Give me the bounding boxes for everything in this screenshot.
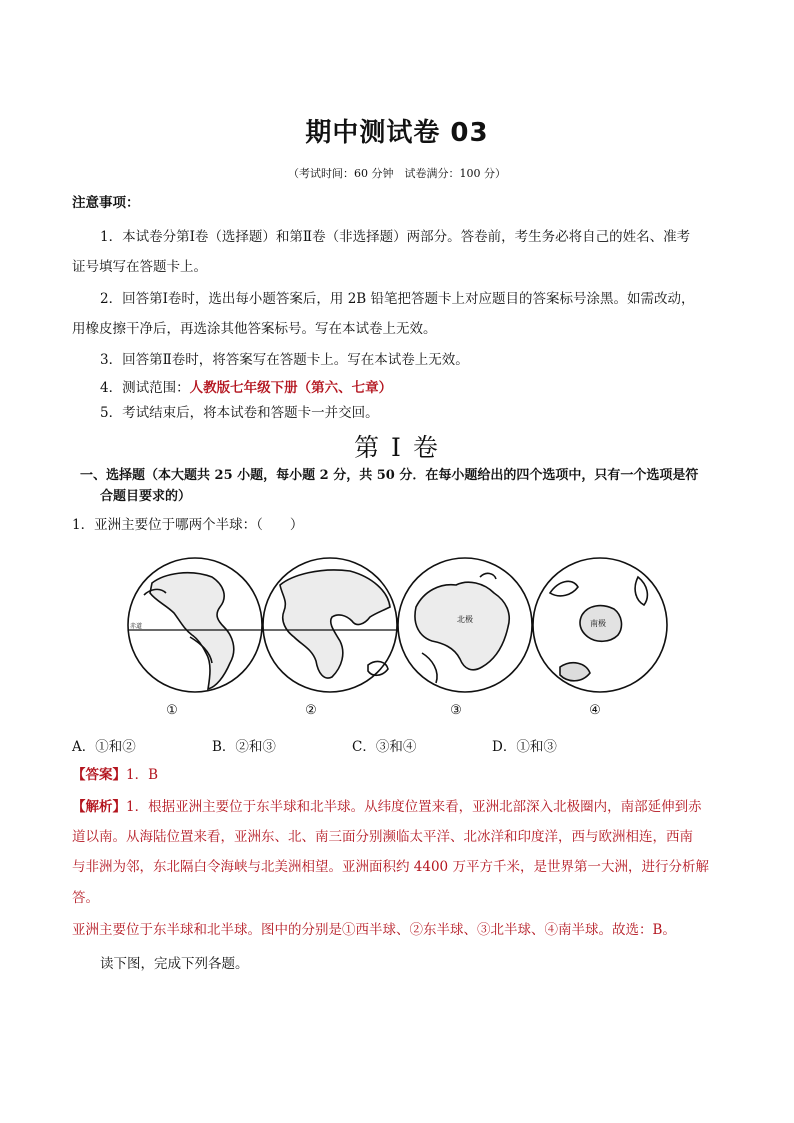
option-b: B．②和③ <box>212 739 276 755</box>
globe-southern-hemisphere <box>533 558 667 692</box>
globe-label-1: ① <box>166 703 178 718</box>
hemispheres-figure <box>120 555 680 705</box>
notes-heading: 注意事项： <box>72 195 140 211</box>
analysis-text-1: 1．根据亚洲主要位于东半球和北半球。从纬度位置来看，亚洲北部深入北极圈内，南部延伸到赤 <box>126 799 702 815</box>
test-scope: 人教版七年级下册（第六、七章） <box>189 380 393 396</box>
answer-label: 【答案】 <box>72 767 126 783</box>
globe-3-label-north-pole: 北极 <box>457 615 473 624</box>
next-question-prompt: 读下图，完成下列各题。 <box>100 956 249 972</box>
option-d: D．①和③ <box>492 739 557 755</box>
note-4-prefix: 4．测试范围： <box>100 380 190 396</box>
svg-text:赤道: 赤道 <box>130 623 143 630</box>
globe-eastern-hemisphere <box>263 558 397 692</box>
answer-value: 1．B <box>126 767 159 783</box>
note-1-line-2: 证号填写在答题卡上。 <box>72 259 207 275</box>
analysis-line-3: 与非洲为邻，东北隔白令海峡与北美洲相望。亚洲面积约 4400 万平方千米，是世界第一大洲，进行分析解 <box>72 859 709 875</box>
analysis-label: 【解析】 <box>72 799 126 815</box>
analysis-line-1 <box>72 797 702 817</box>
option-c: C．③和④ <box>352 739 417 755</box>
option-a: A．①和② <box>72 739 136 755</box>
note-4 <box>100 378 392 398</box>
analysis-line-2: 道以南。从海陆位置来看，亚洲东、北、南三面分别濒临太平洋、北冰洋和印度洋，西与欧洲相连，西南 <box>72 829 693 845</box>
analysis-line-4: 答。 <box>72 890 99 906</box>
answer-line <box>72 765 158 785</box>
globe-label-4: ④ <box>589 703 601 718</box>
question-1-stem: 1．亚洲主要位于哪两个半球：（ ） <box>72 517 304 533</box>
globe-label-2: ② <box>305 703 317 718</box>
page-title: 期中测试卷 03 <box>305 118 489 148</box>
section-instruction-line-1: 一、选择题（本大题共 25 小题，每小题 2 分，共 50 分．在每小题给出的四个选项中，只有一个选项是符 <box>80 468 699 483</box>
globe-northern-hemisphere <box>398 558 532 692</box>
section-instruction-line-2: 合题目要求的） <box>100 489 192 504</box>
globe-western-hemisphere <box>128 558 262 692</box>
section-title: 第 I 卷 <box>354 433 440 462</box>
note-2-line-1: 2．回答第Ⅰ卷时，选出每小题答案后，用 2B 铅笔把答题卡上对应题目的答案标号涂黑。如需改动， <box>100 291 695 307</box>
analysis-line-5: 亚洲主要位于东半球和北半球。图中的分别是①西半球、②东半球、③北半球、④南半球。故选：B。 <box>72 922 676 938</box>
note-2-line-2: 用橡皮擦干净后，再选涂其他答案标号。写在本试卷上无效。 <box>72 321 437 337</box>
globe-4-label-south-pole: 南极 <box>590 619 606 628</box>
note-3: 3．回答第Ⅱ卷时，将答案写在答题卡上。写在本试卷上无效。 <box>100 352 469 368</box>
globe-label-3: ③ <box>450 703 462 718</box>
note-5: 5．考试结束后，将本试卷和答题卡一并交回。 <box>100 405 379 421</box>
exam-info: （考试时间：60 分钟 试卷满分：100 分） <box>288 167 506 180</box>
note-1-line-1: 1．本试卷分第Ⅰ卷（选择题）和第Ⅱ卷（非选择题）两部分。答卷前，考生务必将自己的姓名、准考 <box>100 229 691 245</box>
